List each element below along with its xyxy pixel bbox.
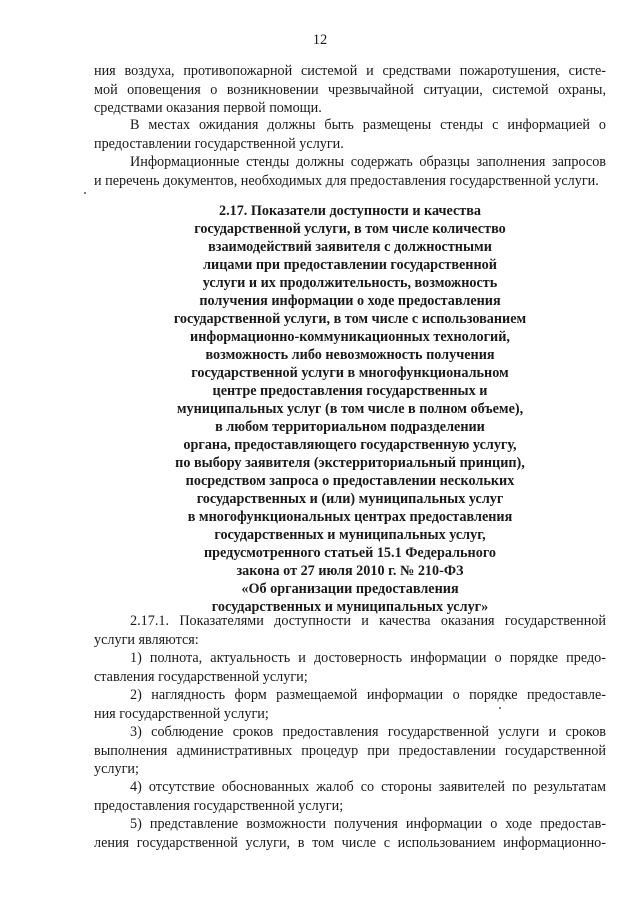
list-item — [94, 815, 606, 852]
list-item-line: 4) отсутствие обоснованных жалоб со стороны заявителей по результатам — [130, 779, 606, 795]
heading-line: возможность либо невозможность получения — [205, 347, 495, 363]
intro-paragraph — [94, 62, 606, 118]
intro-line: ния воздуха, противопожарной системой и средствами пожаротушения, систе- — [94, 63, 606, 79]
scan-speck — [84, 192, 86, 194]
scan-speck — [499, 707, 501, 709]
heading-line: 2.17. Показатели доступности и качества — [218, 203, 482, 219]
list-item — [94, 778, 606, 815]
page-number: 12 — [312, 32, 328, 48]
list-item — [94, 649, 606, 686]
heading-line: информационно-коммуникационных технологий, — [190, 329, 510, 345]
list-item-line: услуги; — [94, 761, 139, 777]
heading-line: «Об организации предоставления — [241, 581, 459, 597]
heading-line: органа, предоставляющего государственную услугу, — [183, 437, 517, 453]
list-item-line: 3) соблюдение сроков предоставления государственной услуги и сроков — [130, 724, 606, 740]
heading-line: предусмотренного статьей 15.1 Федерального — [203, 545, 496, 561]
heading-line: государственных и муниципальных услуг» — [211, 599, 489, 615]
list-item-line: ния государственной услуги; — [94, 705, 269, 722]
heading-line: государственной услуги в многофункциональном — [191, 365, 509, 381]
heading-line: закона от 27 июля 2010 г. № 210-ФЗ — [236, 563, 464, 579]
list-item — [94, 723, 606, 779]
section-heading — [94, 202, 606, 616]
heading-line: взаимодействий заявителя с должностными — [208, 239, 492, 255]
info-line: и перечень документов, необходимых для предоставления государственной услуги. — [94, 172, 599, 189]
heading-line: в любом территориальном подразделении — [215, 419, 485, 435]
stands-paragraph — [94, 116, 606, 153]
subsection-line: 2.17.1. Показателями доступности и качества оказания государственной — [130, 613, 606, 629]
stands-line: предоставлении государственной услуги. — [94, 135, 344, 152]
list-item-line: выполнения административных процедур при предоставлении государственной — [94, 742, 606, 759]
heading-line: в многофункциональных центрах предоставления — [187, 509, 513, 525]
stands-line: В местах ожидания должны быть размещены стенды с информацией о — [130, 117, 606, 133]
intro-line: мой оповещения о возникновении чрезвычайной ситуации, системой охраны, — [94, 81, 606, 98]
heading-line: государственной услуги, в том числе количество — [194, 221, 506, 237]
heading-line: посредством запроса о предоставлении нескольких — [185, 473, 515, 489]
heading-line: государственных и муниципальных услуг, — [214, 527, 486, 543]
info-stands-paragraph — [94, 153, 606, 190]
heading-line: центре предоставления государственных и — [212, 383, 488, 399]
heading-line: государственных и (или) муниципальных услуг — [196, 491, 504, 507]
subsection-paragraph — [94, 612, 606, 649]
list-item-line: 5) представление возможности получения информации о ходе предостав- — [130, 816, 606, 832]
list-item-line: предоставления государственной услуги; — [94, 797, 344, 814]
heading-line: по выбору заявителя (экстерриториальный принцип), — [175, 455, 525, 471]
intro-line: средствами оказания первой помощи. — [94, 100, 322, 116]
info-line: Информационные стенды должны содержать образцы заполнения запросов — [130, 154, 606, 170]
heading-line: муниципальных услуг (в том числе в полном объеме), — [176, 401, 524, 417]
list-item-line: ления государственной услуги, в том числе с использованием информационно- — [94, 834, 606, 851]
list-item-line: 2) наглядность форм размещаемой информации о порядке предоставле- — [130, 687, 606, 703]
heading-line: получения информации о ходе предоставления — [199, 293, 501, 309]
heading-line: услуги и их продолжительность, возможность — [202, 275, 498, 291]
list-item — [94, 686, 606, 723]
list-item-line: ставления государственной услуги; — [94, 668, 308, 685]
heading-line: государственной услуги, в том числе с использованием — [173, 311, 527, 327]
list-item-line: 1) полнота, актуальность и достоверность информации о порядке предо- — [130, 650, 606, 666]
heading-line: лицами при предоставлении государственной — [203, 257, 497, 273]
subsection-line: услуги являются: — [94, 631, 199, 648]
